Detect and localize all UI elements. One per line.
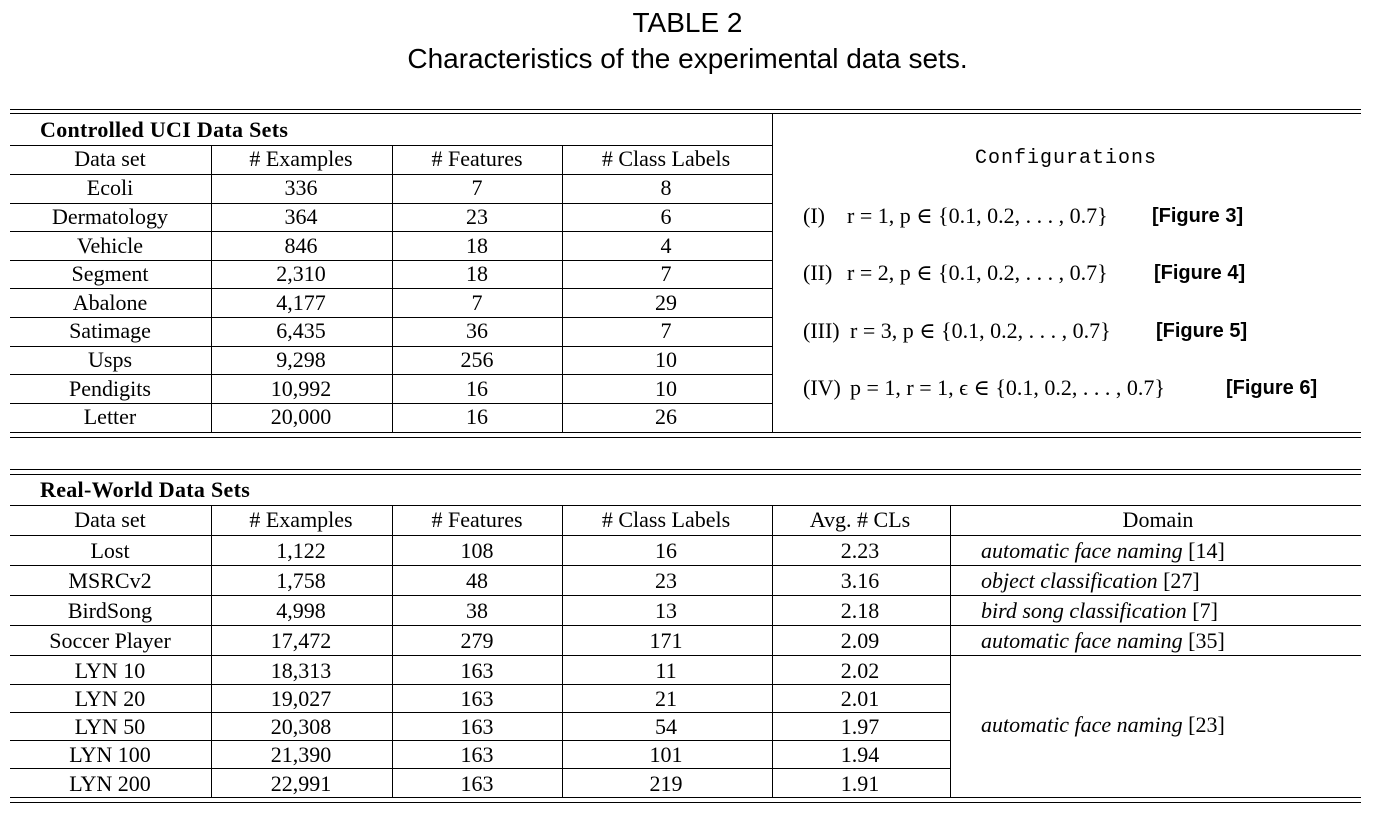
uci-row-name: Ecoli: [86, 175, 134, 201]
real-cell: 163: [460, 770, 494, 796]
uci-row-name: Usps: [87, 346, 133, 372]
domain-citation: [35]: [1182, 628, 1225, 653]
uci-cell: 10: [655, 346, 677, 372]
uci-row-name: Vehicle: [77, 232, 143, 258]
real-cell: 108: [460, 538, 494, 563]
real-header-3: # Class Labels: [601, 507, 731, 532]
real-cell: 48: [466, 568, 488, 593]
uci-cell: 18: [466, 261, 488, 287]
config-formula: r = 3, p ∈ {0.1, 0.2, . . . , 0.7}: [850, 318, 1111, 343]
real-cell: 2.09: [840, 628, 880, 653]
real-cell: 279: [460, 628, 494, 653]
domain-citation: [7]: [1186, 598, 1218, 623]
real-cell: 21: [655, 686, 677, 711]
domain-text: automatic face naming: [981, 628, 1183, 653]
uci-cell: 6,435: [276, 318, 326, 344]
uci-cell: 7: [660, 261, 672, 287]
uci-row-name: Letter: [83, 404, 137, 430]
rule-top-2: [10, 113, 1361, 114]
domain-citation: [27]: [1157, 568, 1200, 593]
rule-real-row: [10, 655, 1361, 656]
uci-row-name: Segment: [71, 261, 149, 287]
real-cell: 13: [655, 598, 677, 623]
real-row-name: MSRCv2: [68, 568, 152, 593]
real-cell: 163: [460, 657, 494, 683]
uci-cell: 29: [655, 289, 677, 315]
rule-real-row: [10, 712, 950, 713]
uci-cell: 23: [466, 203, 488, 229]
rule-real-header: [10, 535, 1361, 536]
real-cell: 21,390: [270, 742, 332, 767]
domain-cell: [981, 598, 1218, 624]
real-cell: 22,991: [270, 770, 332, 796]
real-cell: 163: [460, 742, 494, 767]
real-cell: 219: [649, 770, 683, 796]
rule-real-bottom-1: [10, 797, 1361, 798]
uci-cell: 10: [655, 375, 677, 401]
real-col-sep: [772, 506, 773, 798]
config-label: (II): [803, 260, 833, 285]
real-row-name: LYN 50: [74, 714, 146, 739]
real-row-name: LYN 20: [74, 686, 146, 711]
table-caption: Characteristics of the experimental data sets.: [407, 43, 968, 74]
real-row-name: BirdSong: [67, 598, 153, 623]
real-cell: 20,308: [270, 714, 332, 739]
uci-row-name: Dermatology: [51, 203, 169, 229]
real-row-name: LYN 200: [69, 770, 151, 796]
real-header-1: # Examples: [249, 507, 353, 532]
uci-section-title: Controlled UCI Data Sets: [40, 117, 289, 142]
uci-col-sep: [392, 146, 393, 433]
rule-real-row: [10, 565, 1361, 566]
rule-uci-bottom-2: [10, 437, 1361, 438]
real-header-4: Avg. # CLs: [809, 507, 911, 532]
real-cell: 163: [460, 686, 494, 711]
uci-row-name: Abalone: [72, 289, 148, 315]
real-col-sep: [950, 506, 951, 798]
uci-cell: 256: [460, 346, 494, 372]
domain-cell-lyn: [981, 712, 1225, 738]
rule-real-row: [10, 595, 1361, 596]
uci-header-1: # Examples: [249, 146, 353, 171]
config-label: (I): [803, 203, 825, 228]
real-cell: 17,472: [270, 628, 332, 653]
uci-row-name: Satimage: [69, 318, 151, 344]
config-formula: r = 1, p ∈ {0.1, 0.2, . . . , 0.7}: [847, 203, 1108, 228]
real-cell: 54: [655, 714, 677, 739]
uci-header-2: # Features: [431, 146, 523, 171]
real-cell: 2.02: [840, 657, 880, 683]
rule-real-row: [10, 684, 950, 685]
uci-cell: 16: [466, 404, 488, 430]
domain-citation: [14]: [1182, 538, 1225, 563]
real-cell: 1,122: [276, 538, 326, 563]
uci-cell: 7: [471, 289, 483, 315]
configurations-title: Configurations: [974, 147, 1158, 170]
rule-top-1: [10, 109, 1361, 110]
real-header-2: # Features: [431, 507, 523, 532]
table-number: TABLE 2: [632, 7, 743, 38]
real-cell: 4,998: [276, 598, 326, 623]
real-cell: 1.94: [840, 742, 880, 767]
uci-cell: 16: [466, 375, 488, 401]
real-cell: 2.01: [840, 686, 880, 711]
uci-cell: 7: [471, 175, 483, 201]
real-col-sep: [392, 506, 393, 798]
uci-row-name: Pendigits: [69, 375, 151, 401]
real-row-name: LYN 100: [69, 742, 151, 767]
uci-config-sep: [772, 114, 773, 433]
real-col-sep: [211, 506, 212, 798]
real-cell: 163: [460, 714, 494, 739]
real-cell: 101: [649, 742, 683, 767]
domain-cell: [981, 568, 1200, 594]
uci-cell: 18: [466, 232, 488, 258]
domain-citation: [23]: [1182, 712, 1225, 737]
domain-cell: [981, 538, 1225, 564]
real-cell: 1.97: [840, 714, 880, 739]
uci-col-sep: [562, 146, 563, 433]
uci-cell: 364: [284, 203, 318, 229]
uci-col-sep: [211, 146, 212, 433]
uci-cell: 9,298: [276, 346, 326, 372]
rule-real-row: [10, 625, 1361, 626]
rule-real-section: [10, 505, 1361, 506]
real-cell: 18,313: [270, 657, 332, 683]
uci-cell: 336: [284, 175, 318, 201]
real-cell: 171: [649, 628, 683, 653]
rule-real-row: [10, 768, 950, 769]
domain-text: automatic face naming: [981, 712, 1183, 737]
uci-cell: 4: [660, 232, 672, 258]
real-header-0: Data set: [74, 507, 146, 532]
rule-uci-bottom-1: [10, 432, 1361, 433]
config-formula: r = 2, p ∈ {0.1, 0.2, . . . , 0.7}: [847, 260, 1108, 285]
real-cell: 1.91: [840, 770, 880, 796]
config-figure-ref: [Figure 4]: [1154, 262, 1246, 284]
uci-cell: 10,992: [270, 375, 332, 401]
real-cell: 3.16: [840, 568, 880, 593]
real-cell: 2.18: [840, 598, 880, 623]
real-row-name: LYN 10: [74, 657, 146, 683]
real-cell: 19,027: [270, 686, 332, 711]
config-figure-ref: [Figure 6]: [1226, 377, 1318, 399]
real-row-name: Soccer Player: [49, 628, 171, 653]
uci-cell: 4,177: [276, 289, 326, 315]
uci-cell: 7: [660, 318, 672, 344]
config-label: (IV): [803, 375, 841, 400]
config-formula: p = 1, r = 1, ϵ ∈ {0.1, 0.2, . . . , 0.7}: [850, 375, 1165, 400]
real-cell: 11: [655, 657, 677, 683]
rule-real-bottom-2: [10, 802, 1361, 803]
real-cell: 38: [466, 598, 488, 623]
real-section-title: Real-World Data Sets: [40, 477, 251, 502]
uci-header-0: Data set: [74, 146, 146, 171]
domain-text: automatic face naming: [981, 538, 1183, 563]
uci-header-3: # Class Labels: [601, 146, 731, 171]
rule-real-top-1: [10, 469, 1361, 470]
domain-cell: [981, 628, 1225, 654]
rule-real-row: [10, 740, 950, 741]
real-col-sep: [562, 506, 563, 798]
uci-cell: 20,000: [270, 404, 332, 430]
uci-cell: 846: [284, 232, 318, 258]
domain-text: bird song classification: [981, 598, 1187, 623]
real-cell: 2.23: [840, 538, 880, 563]
real-cell: 16: [655, 538, 677, 563]
config-figure-ref: [Figure 3]: [1152, 205, 1244, 227]
real-cell: 23: [655, 568, 677, 593]
uci-cell: 2,310: [276, 261, 326, 287]
uci-cell: 8: [660, 175, 672, 201]
real-header-5: Domain: [1122, 507, 1194, 532]
config-label: (III): [803, 318, 840, 343]
uci-cell: 26: [655, 404, 677, 430]
real-row-name: Lost: [90, 538, 130, 563]
uci-cell: 36: [466, 318, 488, 344]
rule-real-top-2: [10, 474, 1361, 475]
uci-cell: 6: [660, 203, 672, 229]
config-figure-ref: [Figure 5]: [1156, 320, 1248, 342]
real-cell: 1,758: [276, 568, 326, 593]
domain-text: object classification: [981, 568, 1158, 593]
